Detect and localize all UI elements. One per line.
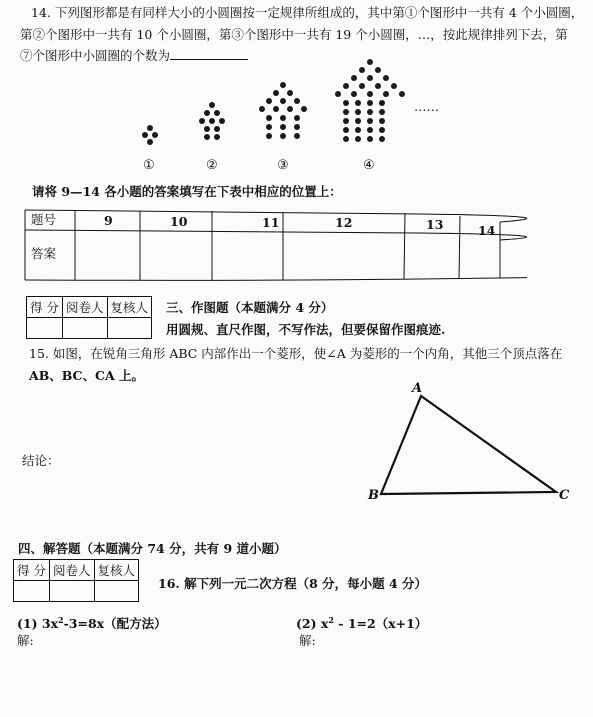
q15-line-1: 15. 如图，在锐角三角形 ABC 内部作出一个菱形，使∠A 为菱形的一个内角，其他三个顶点落在	[29, 346, 563, 361]
grader-header: 阅卷人	[49, 560, 94, 581]
section3-title: 三、作图题（本题满分 4 分）	[166, 300, 334, 315]
q15-conclusion: 结论：	[22, 453, 60, 468]
score-cell[interactable]	[14, 581, 50, 602]
reviewer-header: 复核人	[107, 297, 152, 318]
figure-label-2: ②	[206, 158, 218, 173]
row-label-question-number: 题号	[31, 212, 57, 227]
q16-solve-1: 解:	[17, 633, 34, 648]
question-number-13: 13	[426, 217, 444, 232]
figure-label-4: ④	[363, 158, 375, 173]
score-header: 得 分	[14, 560, 50, 581]
q16-part-2: (2) $x^2 - 1=2(x+1)$	[296, 615, 428, 632]
figure-label-1: ①	[143, 158, 155, 173]
section4-score-table	[13, 559, 139, 602]
section3-instruction: 用圆规、直尺作图，不写作法，但要保留作图痕迹.	[166, 322, 446, 337]
question-number-11: 11	[262, 215, 280, 230]
q15-line-2: AB、BC、CA 上。	[29, 368, 145, 383]
reviewer-header: 复核人	[94, 560, 139, 581]
grader-cell[interactable]	[49, 581, 94, 602]
q14-line-3: ⑦个图形中小圆圈的个数为	[20, 47, 248, 65]
score-header: 得 分	[27, 297, 63, 318]
q14-line-1: 14. 下列图形都是有同样大小的小圆圈按一定规律所组成的，其中第①个图形中一共有 4 个小圆圈，	[31, 5, 584, 20]
question-number-10: 10	[170, 214, 188, 229]
question-number-14: 14	[478, 223, 496, 238]
vertex-label-c: C	[559, 488, 570, 503]
figure-ellipsis: ……	[414, 99, 439, 114]
vertex-label-b: B	[368, 488, 379, 503]
q16-title: 16. 解下列一元二次方程（8 分，每小题 4 分）	[158, 576, 428, 591]
row-label-answer: 答案	[31, 246, 57, 261]
section4-title: 四、解答题（本题满分 74 分，共有 9 道小题）	[18, 541, 287, 556]
grader-header: 阅卷人	[62, 297, 107, 318]
q16-solve-2: 解:	[299, 633, 316, 648]
answer-instruction: 请将 9—14 各小题的答案填写在下表中相应的位置上：	[32, 184, 342, 199]
q16-part-1: (1) $3x^2-3=8x$（配方法）	[17, 615, 167, 632]
figure-label-3: ③	[277, 158, 289, 173]
q14-line-2: 第②个图形中一共有 10 个小圆圈，第③个图形中一共有 19 个小圆圈，…，按此规律排列下去，第	[20, 27, 568, 42]
vertex-label-a: A	[412, 381, 423, 396]
question-number-9: 9	[104, 213, 113, 228]
reviewer-cell[interactable]	[94, 581, 139, 602]
question-number-12: 12	[335, 215, 353, 230]
